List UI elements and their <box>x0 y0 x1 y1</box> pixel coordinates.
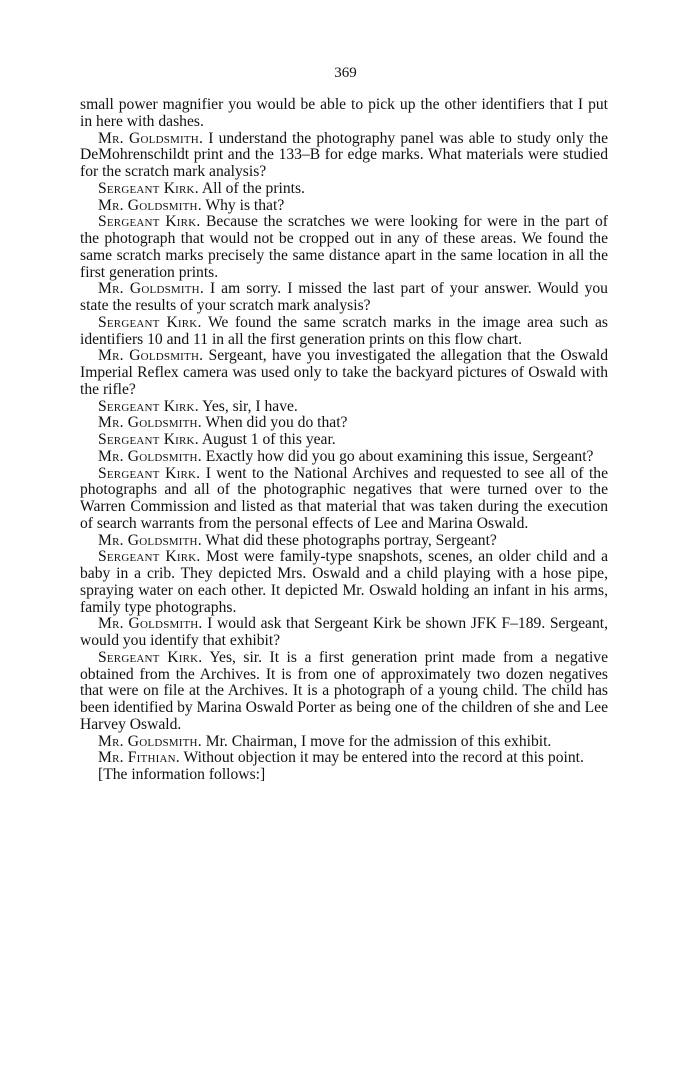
speaker-name: Mr. Goldsmith. <box>98 129 204 147</box>
speaker-name: Sergeant Kirk. <box>98 313 202 331</box>
speaker-name: Sergeant Kirk. <box>98 179 199 197</box>
paragraph <box>80 198 608 215</box>
paragraph <box>80 97 608 131</box>
speaker-name: Mr. Goldsmith. <box>98 447 202 465</box>
paragraph <box>80 466 608 533</box>
paragraph-text: I went to the National Archives and requested to see all of the photographs and all of the photographic negatives that were turned over to the Warren Commission and listed as that material that was taken during the execution of search warrants from the personal effects of Lee and Marina Oswald. <box>80 464 608 532</box>
paragraph-text: I would ask that Sergeant Kirk be shown JFK F–189. Sergeant, would you identify that exhibit? <box>80 615 609 649</box>
paragraph <box>80 281 608 315</box>
paragraph-text: Without objection it may be entered into the record at this point. <box>183 749 584 767</box>
paragraph-text: When did you do that? <box>205 414 348 432</box>
document-body <box>80 97 608 784</box>
speaker-name: Mr. Fithian. <box>98 749 180 767</box>
paragraph <box>80 650 608 734</box>
paragraph <box>80 181 608 198</box>
speaker-name: Mr. Goldsmith. <box>98 615 203 633</box>
paragraph <box>80 616 608 650</box>
paragraph <box>80 348 608 398</box>
paragraph-text: We found the same scratch marks in the image area such as identifiers 10 and 11 in all the first generation prints on this flow chart. <box>80 313 608 348</box>
speaker-name: Mr. Goldsmith. <box>98 531 202 549</box>
paragraph-text: Exactly how did you go about examining this issue, Sergeant? <box>205 447 594 465</box>
speaker-name: Sergeant Kirk. <box>98 548 201 566</box>
paragraph-text: small power magnifier you would be able to pick up the other identifiers that I put in here with dashes. <box>80 96 608 130</box>
speaker-name: Sergeant Kirk. <box>98 464 201 482</box>
paragraph <box>80 549 608 616</box>
paragraph <box>80 767 608 784</box>
speaker-name: Mr. Goldsmith. <box>98 732 202 750</box>
speaker-name: Sergeant Kirk. <box>98 648 203 666</box>
paragraph-text: I am sorry. I missed the last part of your answer. Would you state the results of your scratch mark analysis? <box>80 280 608 314</box>
speaker-name: Mr. Goldsmith. <box>98 414 202 432</box>
paragraph-text: Why is that? <box>205 196 285 214</box>
speaker-name: Mr. Goldsmith. <box>98 280 204 298</box>
paragraph-text: I understand the photography panel was able to study only the DeMohrenschildt print and the 133–B for edge marks. What materials were studied for the scratch mark analysis? <box>80 129 609 180</box>
paragraph <box>80 131 608 181</box>
paragraph <box>80 449 608 466</box>
paragraph-text: August 1 of this year. <box>201 431 336 448</box>
paragraph-text: Yes, sir, I have. <box>202 397 298 415</box>
paragraph <box>80 734 608 751</box>
paragraph-text: [The information follows:] <box>98 766 266 783</box>
paragraph <box>80 533 608 550</box>
paragraph-text: All of the prints. <box>201 179 305 197</box>
paragraph-text: Sergeant, have you investigated the allegation that the Oswald Imperial Reflex camera was used only to take the backyard pictures of Oswald with the rifle? <box>80 347 608 398</box>
speaker-name: Mr. Goldsmith. <box>98 196 202 214</box>
page-number: 369 <box>334 65 357 81</box>
paragraph <box>80 432 608 449</box>
speaker-name: Mr. Goldsmith. <box>98 347 204 365</box>
paragraph <box>80 214 608 281</box>
paragraph <box>80 750 608 767</box>
paragraph-text: Because the scratches we were looking for were in the part of the photograph that would not be cropped out in any of these areas. We found the same scratch marks precisely the same distance apart in the same location in all the first generation prints. <box>80 213 608 281</box>
paragraph <box>80 415 608 432</box>
paragraph-text: Mr. Chairman, I move for the admission of this exhibit. <box>205 732 552 750</box>
paragraph <box>80 315 608 349</box>
speaker-name: Sergeant Kirk. <box>98 213 201 231</box>
speaker-name: Sergeant Kirk. <box>98 397 199 415</box>
paragraph <box>80 399 608 416</box>
paragraph-text: What did these photographs portray, Sergeant? <box>205 531 497 549</box>
speaker-name: Sergeant Kirk. <box>98 431 199 448</box>
paragraph-text: Most were family-type snapshots, scenes, an older child and a baby in a crib. They depicted Mrs. Oswald and a child playing with a hose pipe, spraying water on each other. It depicted Mr. Oswald holding an infant in his arms, family type photographs. <box>80 548 608 616</box>
paragraph-text: Yes, sir. It is a first generation print made from a negative obtained from the Archives. It is from one of approximately two dozen negatives that were on file at the Archives. It is a photograph of a young child. The child has been identified by Marina Oswald Porter as being one of the children of she and Lee Harvey Oswald. <box>80 648 608 733</box>
